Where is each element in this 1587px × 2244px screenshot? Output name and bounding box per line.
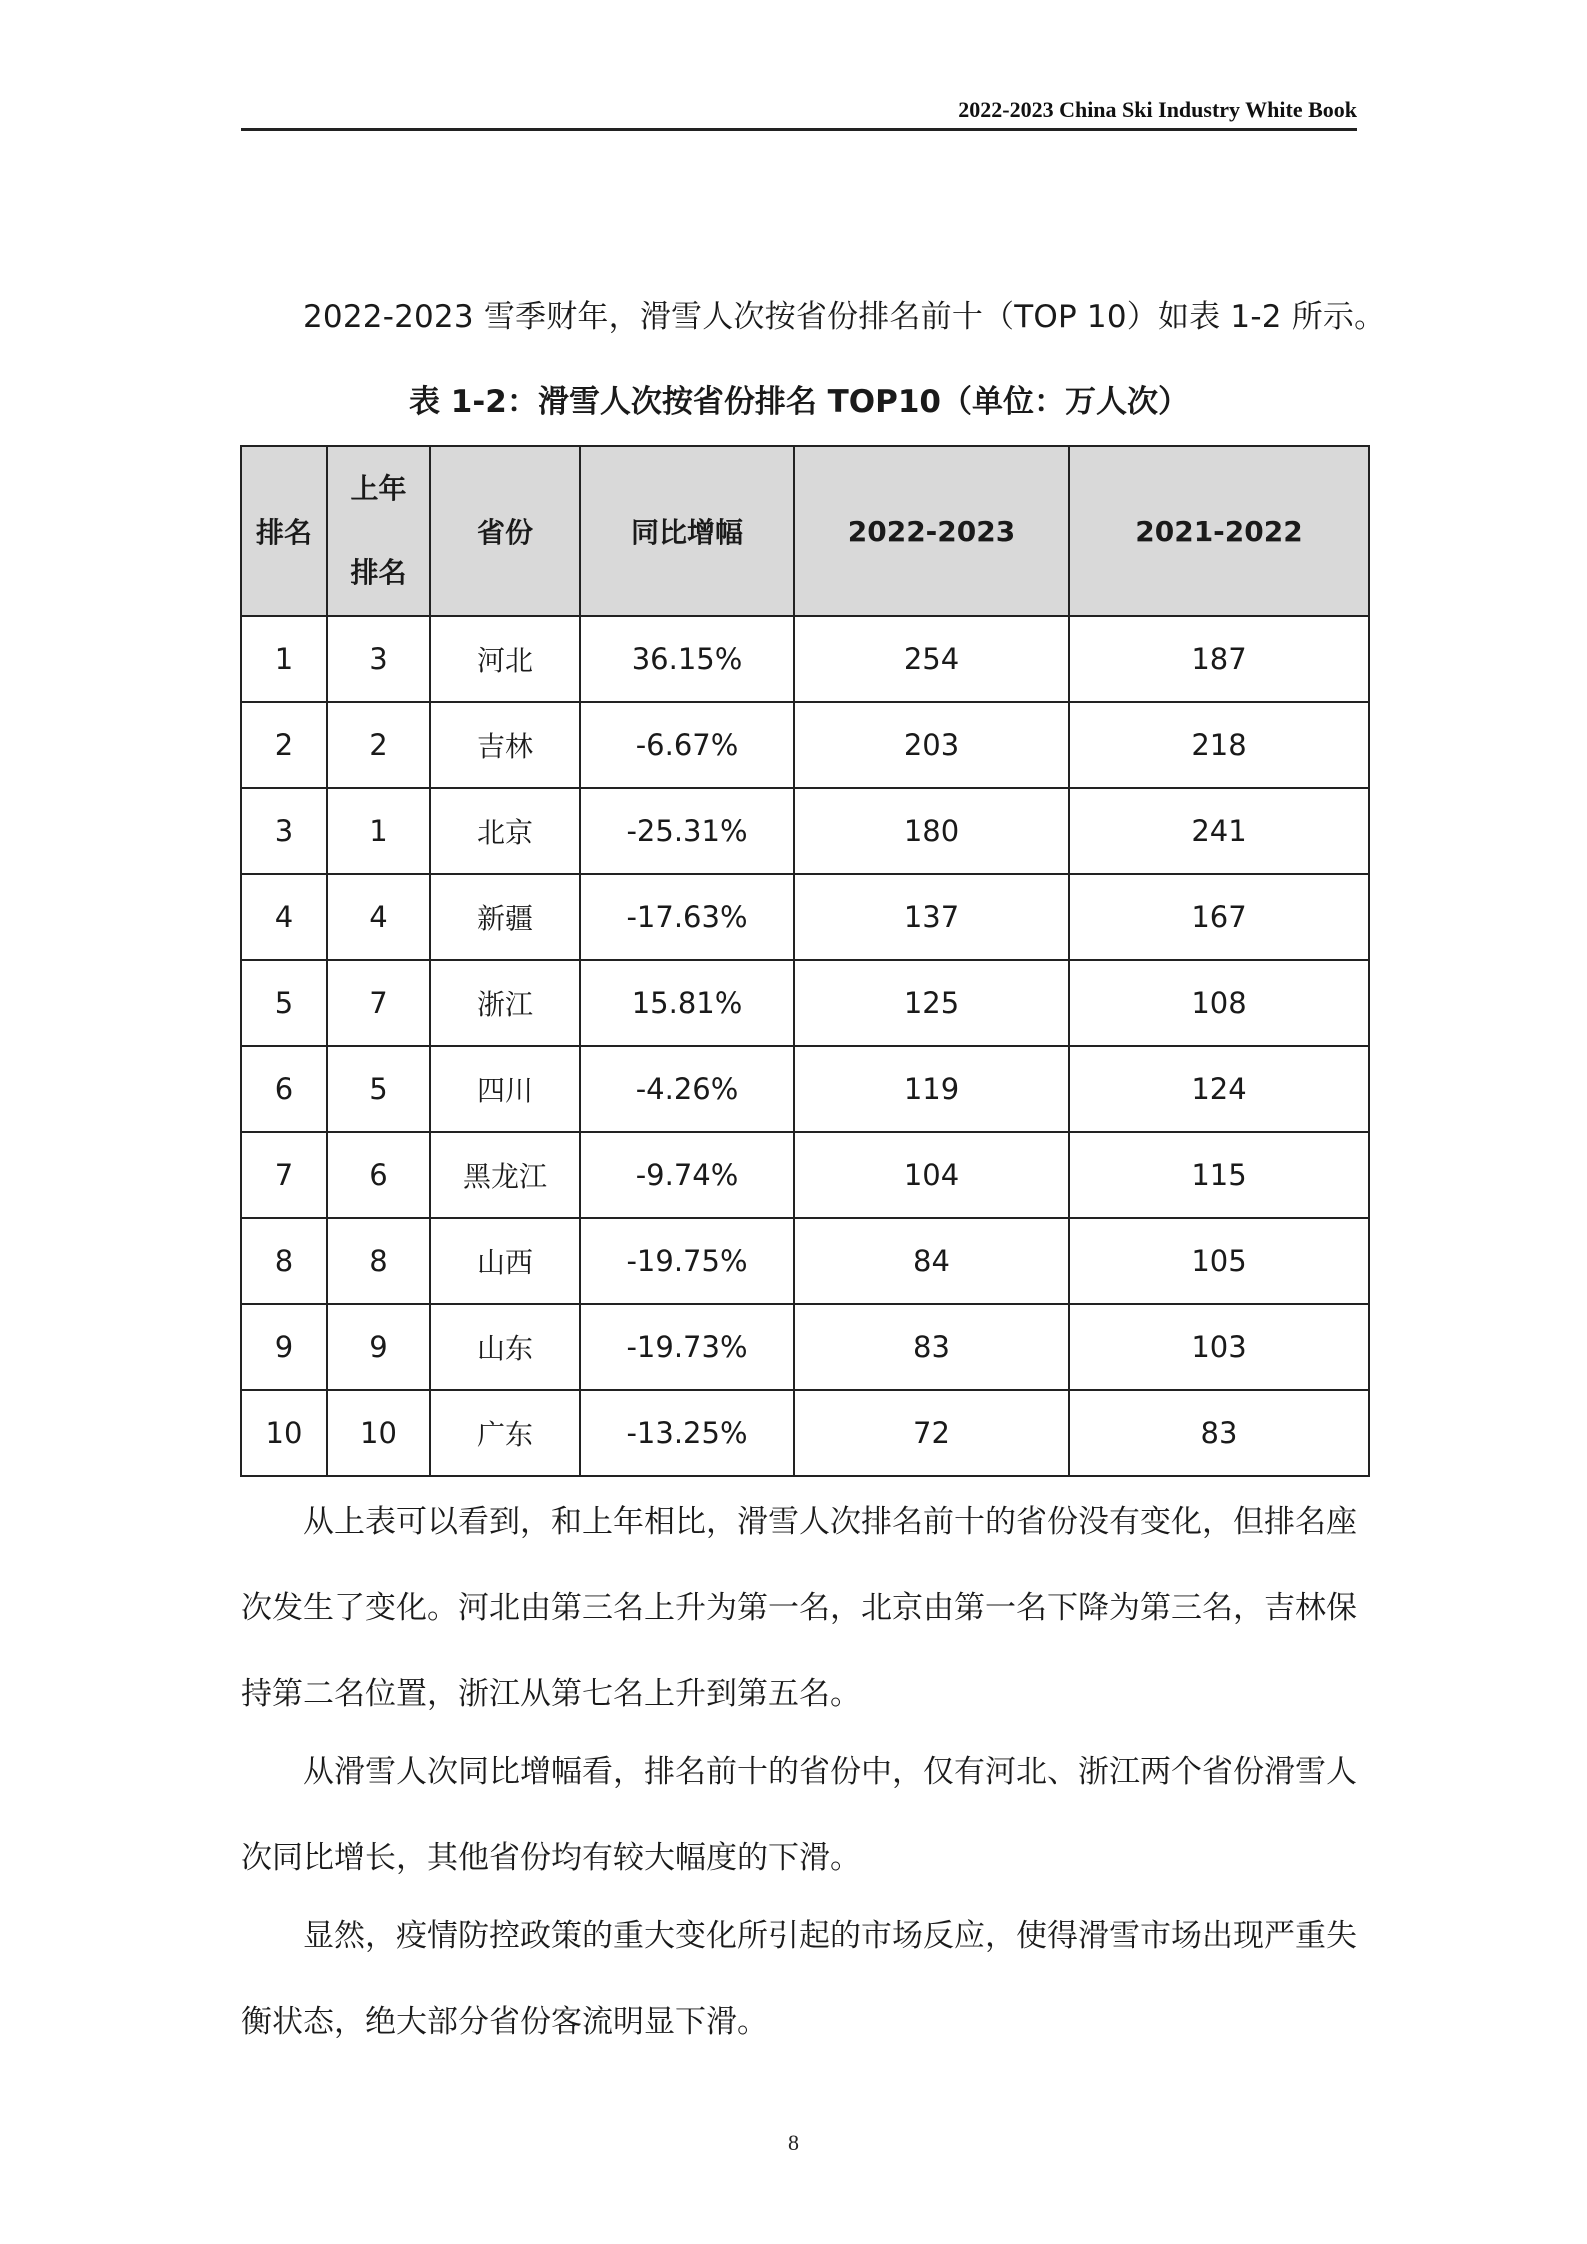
running-header [241,96,1357,131]
cell-yoy: -19.75% [580,1218,794,1304]
cell-current: 119 [794,1046,1069,1132]
cell-rank: 3 [241,788,327,874]
cell-province: 山东 [430,1304,580,1390]
header-prev-rank-line2: 排名 [350,556,407,589]
table-row [241,960,1369,1046]
table-caption: 表 1-2：滑雪人次按省份排名 TOP10（单位：万人次） [409,384,1189,420]
cell-rank: 6 [241,1046,327,1132]
cell-yoy: -25.31% [580,788,794,874]
cell-previous: 218 [1069,702,1369,788]
table-row [241,1390,1369,1476]
cell-current: 254 [794,616,1069,702]
table-header-row [241,446,1369,616]
intro-paragraph: 2022-2023 雪季财年，滑雪人次按省份排名前十（TOP 10）如表 1-2 所示。 [303,299,1386,335]
cell-yoy: -13.25% [580,1390,794,1476]
cell-yoy: -17.63% [580,874,794,960]
cell-rank: 7 [241,1132,327,1218]
cell-previous: 167 [1069,874,1369,960]
cell-prev-rank: 5 [327,1046,430,1132]
header-prev-rank-line1: 上年 [350,472,407,505]
cell-province: 广东 [430,1390,580,1476]
cell-current: 125 [794,960,1069,1046]
cell-prev-rank: 4 [327,874,430,960]
analysis-paragraph-ranking: 从上表可以看到，和上年相比，滑雪人次排名前十的省份没有变化，但排名座次发生了变化。河北由第三名上升为第一名，北京由第一名下降为第三名，吉林保持第二名位置，浙江从第七名上升到第五名。 [241,1504,1357,1712]
cell-prev-rank: 1 [327,788,430,874]
cell-previous: 83 [1069,1390,1369,1476]
cell-province: 四川 [430,1046,580,1132]
cell-prev-rank: 8 [327,1218,430,1304]
cell-province: 浙江 [430,960,580,1046]
cell-yoy: -9.74% [580,1132,794,1218]
cell-prev-rank: 2 [327,702,430,788]
cell-previous: 108 [1069,960,1369,1046]
cell-yoy: 15.81% [580,960,794,1046]
cell-previous: 241 [1069,788,1369,874]
page-number: 8 [788,2130,799,2155]
table-row [241,788,1369,874]
cell-yoy: -19.73% [580,1304,794,1390]
header-province: 省份 [430,446,580,616]
cell-rank: 5 [241,960,327,1046]
cell-rank: 2 [241,702,327,788]
cell-current: 84 [794,1218,1069,1304]
cell-rank: 9 [241,1304,327,1390]
cell-previous: 187 [1069,616,1369,702]
running-header-title: 2022-2023 China Ski Industry White Book [958,97,1357,122]
cell-current: 104 [794,1132,1069,1218]
cell-rank: 1 [241,616,327,702]
cell-current: 72 [794,1390,1069,1476]
header-rank: 排名 [241,446,327,616]
cell-prev-rank: 9 [327,1304,430,1390]
cell-prev-rank: 3 [327,616,430,702]
cell-rank: 8 [241,1218,327,1304]
analysis-paragraph-growth: 从滑雪人次同比增幅看，排名前十的省份中，仅有河北、浙江两个省份滑雪人次同比增长，其他省份均有较大幅度的下滑。 [241,1754,1357,1876]
cell-yoy: -4.26% [580,1046,794,1132]
header-prev-rank [327,446,430,616]
cell-province: 河北 [430,616,580,702]
cell-current: 180 [794,788,1069,874]
cell-previous: 124 [1069,1046,1369,1132]
cell-rank: 10 [241,1390,327,1476]
province-ranking-table [240,445,1370,1477]
cell-current: 137 [794,874,1069,960]
cell-previous: 105 [1069,1218,1369,1304]
header-season-previous: 2021-2022 [1069,446,1369,616]
cell-yoy: 36.15% [580,616,794,702]
cell-province: 黑龙江 [430,1132,580,1218]
cell-province: 新疆 [430,874,580,960]
table-row [241,1046,1369,1132]
cell-province: 北京 [430,788,580,874]
table-row [241,1132,1369,1218]
header-yoy-change: 同比增幅 [580,446,794,616]
table-row [241,616,1369,702]
cell-yoy: -6.67% [580,702,794,788]
analysis-paragraph-conclusion: 显然，疫情防控政策的重大变化所引起的市场反应，使得滑雪市场出现严重失衡状态，绝大部分省份客流明显下滑。 [241,1918,1357,2040]
header-season-current: 2022-2023 [794,446,1069,616]
cell-prev-rank: 10 [327,1390,430,1476]
table-row [241,874,1369,960]
cell-province: 山西 [430,1218,580,1304]
cell-current: 83 [794,1304,1069,1390]
cell-province: 吉林 [430,702,580,788]
cell-previous: 115 [1069,1132,1369,1218]
table-row [241,1218,1369,1304]
cell-current: 203 [794,702,1069,788]
cell-rank: 4 [241,874,327,960]
table-row [241,1304,1369,1390]
cell-prev-rank: 7 [327,960,430,1046]
cell-prev-rank: 6 [327,1132,430,1218]
table-row [241,702,1369,788]
cell-previous: 103 [1069,1304,1369,1390]
